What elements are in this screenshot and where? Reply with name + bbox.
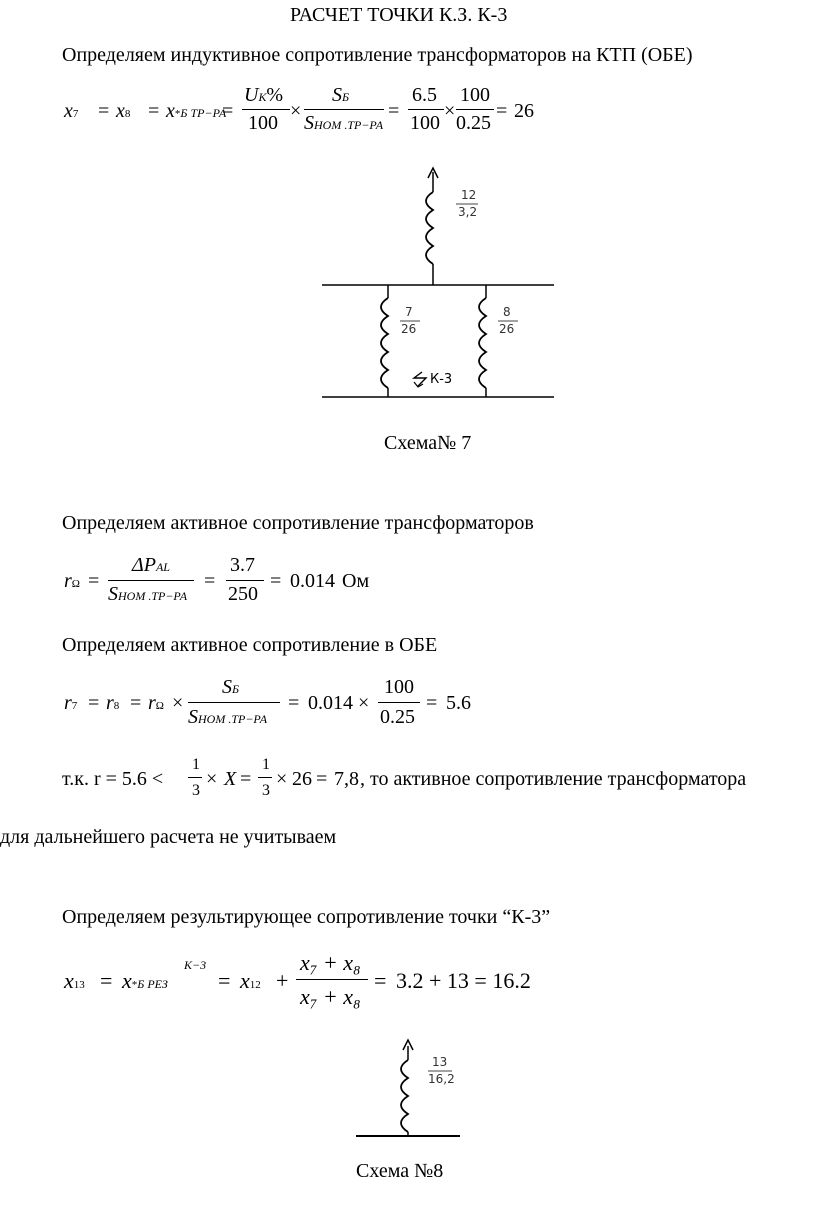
f2-den2: 250 xyxy=(228,583,258,605)
f3-snom: S xyxy=(188,706,198,728)
cond-f2-den: 3 xyxy=(262,782,270,799)
f4-x12-sub: 12 xyxy=(249,979,261,991)
cond-times2: × xyxy=(276,768,288,790)
f1-xstar-sub: Б ТР−РА xyxy=(180,106,227,120)
f4-den: x₇ + x₈ xyxy=(300,984,361,1009)
f1-eq3: = xyxy=(222,100,234,122)
f1-den1: 100 xyxy=(248,112,278,134)
f3-ro-sub: Ω xyxy=(155,700,164,712)
schema7-right-num: 8 xyxy=(503,305,511,319)
f4-xstar: x xyxy=(122,968,132,993)
f3-r7-sub: 7 xyxy=(71,700,78,712)
f3-sb-sub: Б xyxy=(232,682,240,696)
cond-f1-den: 3 xyxy=(192,782,200,799)
inductive-intro-text: Определяем индуктивное сопротивление трансформаторов на КТП (ОБЕ) xyxy=(62,44,693,66)
f1-x8-sub: 8 xyxy=(124,108,131,120)
f3-ro: r xyxy=(148,692,156,714)
f4-x13-sub: 13 xyxy=(73,979,85,991)
f2-snom-sub: НОМ .ТР−РА xyxy=(118,589,188,603)
f3-r8: r xyxy=(106,692,114,714)
f3-eq4: = xyxy=(426,692,438,714)
f1-star: * xyxy=(174,108,181,120)
f1-uk-sub: К xyxy=(258,90,267,104)
f2-eq1: = xyxy=(88,570,100,592)
f2-r: r xyxy=(64,570,72,592)
f4-eq3: = xyxy=(374,968,387,993)
f1-xstar: x xyxy=(166,100,175,122)
cond-f1-num: 1 xyxy=(192,756,200,773)
schema-8-caption: Схема №8 xyxy=(356,1160,444,1182)
f3-result: 5.6 xyxy=(446,692,471,714)
f1-eq1: = xyxy=(98,100,110,122)
f1-x8: x xyxy=(116,100,125,122)
f1-num3: 6.5 xyxy=(412,84,437,106)
schema8-num: 13 xyxy=(432,1055,448,1069)
f4-eq1: = xyxy=(100,968,113,993)
f1-times2: × xyxy=(444,100,456,122)
f4-num: x₇ + x₈ xyxy=(300,950,361,975)
f3-eq2: = xyxy=(130,692,142,714)
schema7-top-den: 3,2 xyxy=(458,205,478,219)
f2-dp-sub: AL xyxy=(155,560,170,574)
f1-x7-sub: 7 xyxy=(72,108,79,120)
f1-snom: S xyxy=(304,112,314,134)
f3-snom-sub: НОМ .ТР−РА xyxy=(198,712,268,726)
f3-r7: r xyxy=(64,692,72,714)
cond-f2-num: 1 xyxy=(262,756,270,773)
f3-times2: × xyxy=(358,692,370,714)
f2-dp: ΔP xyxy=(132,554,156,576)
page-title: РАСЧЕТ ТОЧКИ К.З. К-3 xyxy=(290,4,508,26)
cond-suffix: , то активное сопротивление трансформатора xyxy=(360,768,747,790)
f3-num2: 100 xyxy=(384,676,414,698)
cond-times1: × xyxy=(206,768,218,790)
f3-r8-sub: 8 xyxy=(113,700,120,712)
cond-result: 7,8 xyxy=(334,768,359,790)
cond-mult: 26 xyxy=(292,768,312,790)
f4-star: * xyxy=(131,979,138,991)
schema7-left-num: 7 xyxy=(405,305,413,319)
schema7-fault-label: К-3 xyxy=(430,372,453,387)
f1-sb-sub: Б xyxy=(342,90,350,104)
schema8-den: 16,2 xyxy=(428,1072,455,1086)
schema7-left-den: 26 xyxy=(401,322,417,336)
cond-eq2: = xyxy=(316,768,328,790)
f3-eq3: = xyxy=(288,692,300,714)
cond-prefix: т.к. r = 5.6 < xyxy=(62,768,164,790)
schema-7-caption: Схема№ 7 xyxy=(384,432,472,454)
f3-den2: 0.25 xyxy=(380,706,415,728)
f1-den3: 100 xyxy=(410,112,440,134)
f2-eq2: = xyxy=(204,570,216,592)
f2-r-sub: Ω xyxy=(71,578,80,590)
f3-eq1: = xyxy=(88,692,100,714)
f2-num2: 3.7 xyxy=(230,554,255,576)
f2-snom: S xyxy=(108,583,118,605)
f1-num4: 100 xyxy=(460,84,490,106)
f2-eq3: = xyxy=(270,570,282,592)
f1-pct: % xyxy=(266,84,284,106)
f2-unit: Ом xyxy=(342,570,370,592)
f1-uk: U xyxy=(244,84,259,106)
f2-result: 0.014 xyxy=(290,570,335,592)
cond-eq1: = xyxy=(240,768,252,790)
f1-x7: x xyxy=(64,100,73,122)
f4-sup: К−3 xyxy=(184,958,207,972)
active-obe-intro-text: Определяем активное сопротивление в ОБЕ xyxy=(62,634,438,656)
f1-den4: 0.25 xyxy=(456,112,491,134)
active-trans-intro-text: Определяем активное сопротивление трансформаторов xyxy=(62,512,534,534)
f4-rhs: 3.2 + 13 = 16.2 xyxy=(396,968,531,993)
f1-eq5: = xyxy=(496,100,508,122)
f4-x12: x xyxy=(240,968,250,993)
f3-sb: S xyxy=(222,676,232,698)
f1-eq2: = xyxy=(148,100,160,122)
f3-times1: × xyxy=(172,692,184,714)
schema7-top-num: 12 xyxy=(461,188,477,202)
f4-eq2: = xyxy=(218,968,231,993)
f3-mult: 0.014 xyxy=(308,692,353,714)
f1-result: 26 xyxy=(514,100,534,122)
f4-xstar-sub: Б РЕЗ xyxy=(137,977,168,991)
f1-sb: S xyxy=(332,84,342,106)
f4-x13: x xyxy=(64,968,74,993)
f1-eq4: = xyxy=(388,100,400,122)
schema7-right-den: 26 xyxy=(499,322,515,336)
cond-x: X xyxy=(224,768,237,790)
cond-continuation: для дальнейшего расчета не учитываем xyxy=(0,826,337,848)
f1-times1: × xyxy=(290,100,302,122)
resulting-intro-text: Определяем результирующее сопротивление точки “К-3” xyxy=(62,906,551,928)
f1-snom-sub: НОМ .ТР−РА xyxy=(314,118,384,132)
